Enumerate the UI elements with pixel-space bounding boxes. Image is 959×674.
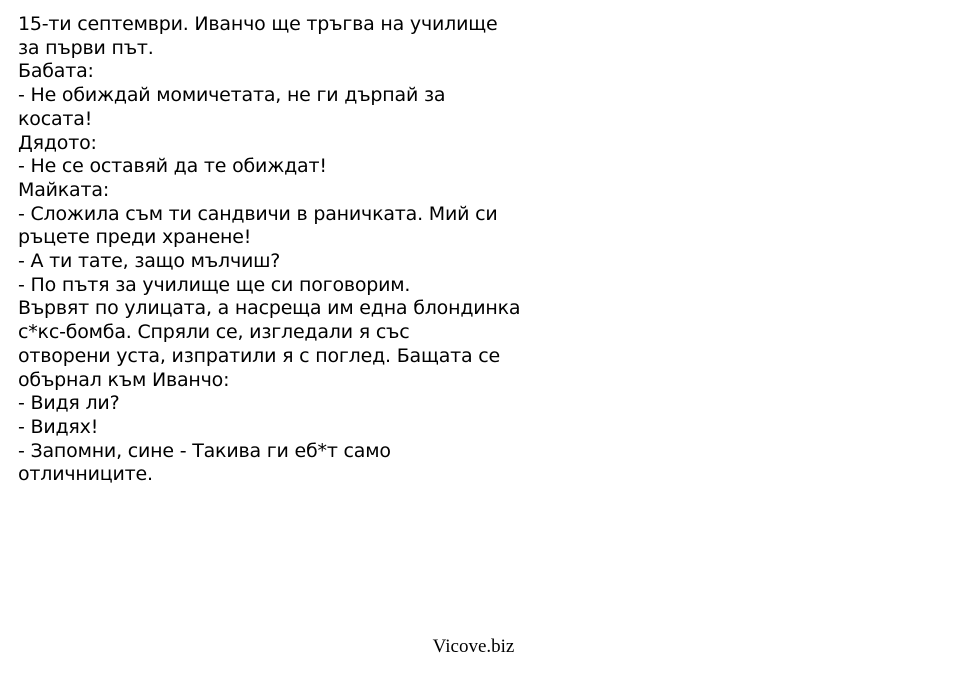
joke-line: обърнал към Иванчо:	[18, 368, 230, 391]
joke-line: - Запомни, сине - Такива ги еб*т само	[18, 439, 391, 462]
joke-line: - По пътя за училище ще си поговорим.	[18, 273, 411, 296]
joke-line: - Не обиждай момичетата, не ги дърпай за	[18, 84, 446, 107]
joke-line: - Видях!	[18, 415, 99, 438]
joke-line: за първи път.	[18, 36, 154, 59]
joke-line: с*кс-бомба. Спряли се, изгледали я със	[18, 321, 410, 344]
joke-line: ръцете преди хранене!	[18, 226, 252, 249]
joke-line: - Сложила съм ти сандвичи в раничката. Мий си	[18, 202, 498, 225]
joke-line: Майката:	[18, 178, 110, 201]
joke-line: косата!	[18, 107, 93, 130]
joke-line: Вървят по улицата, а насреща им една блондинка	[18, 297, 521, 320]
site-watermark: Vicove.biz	[432, 636, 515, 657]
joke-line: отличниците.	[18, 463, 153, 486]
joke-line: - Не се оставяй да те обиждат!	[18, 155, 327, 178]
joke-line: Бабата:	[18, 60, 94, 83]
joke-line: - Видя ли?	[18, 392, 120, 415]
joke-text	[18, 13, 578, 487]
joke-line: 15-ти септември. Иванчо ще тръгва на училище	[18, 13, 498, 35]
joke-line: Дядото:	[18, 131, 97, 154]
joke-line: отворени уста, изпратили я с поглед. Бащата се	[18, 344, 501, 367]
joke-line: - А ти тате, защо мълчиш?	[18, 250, 281, 273]
